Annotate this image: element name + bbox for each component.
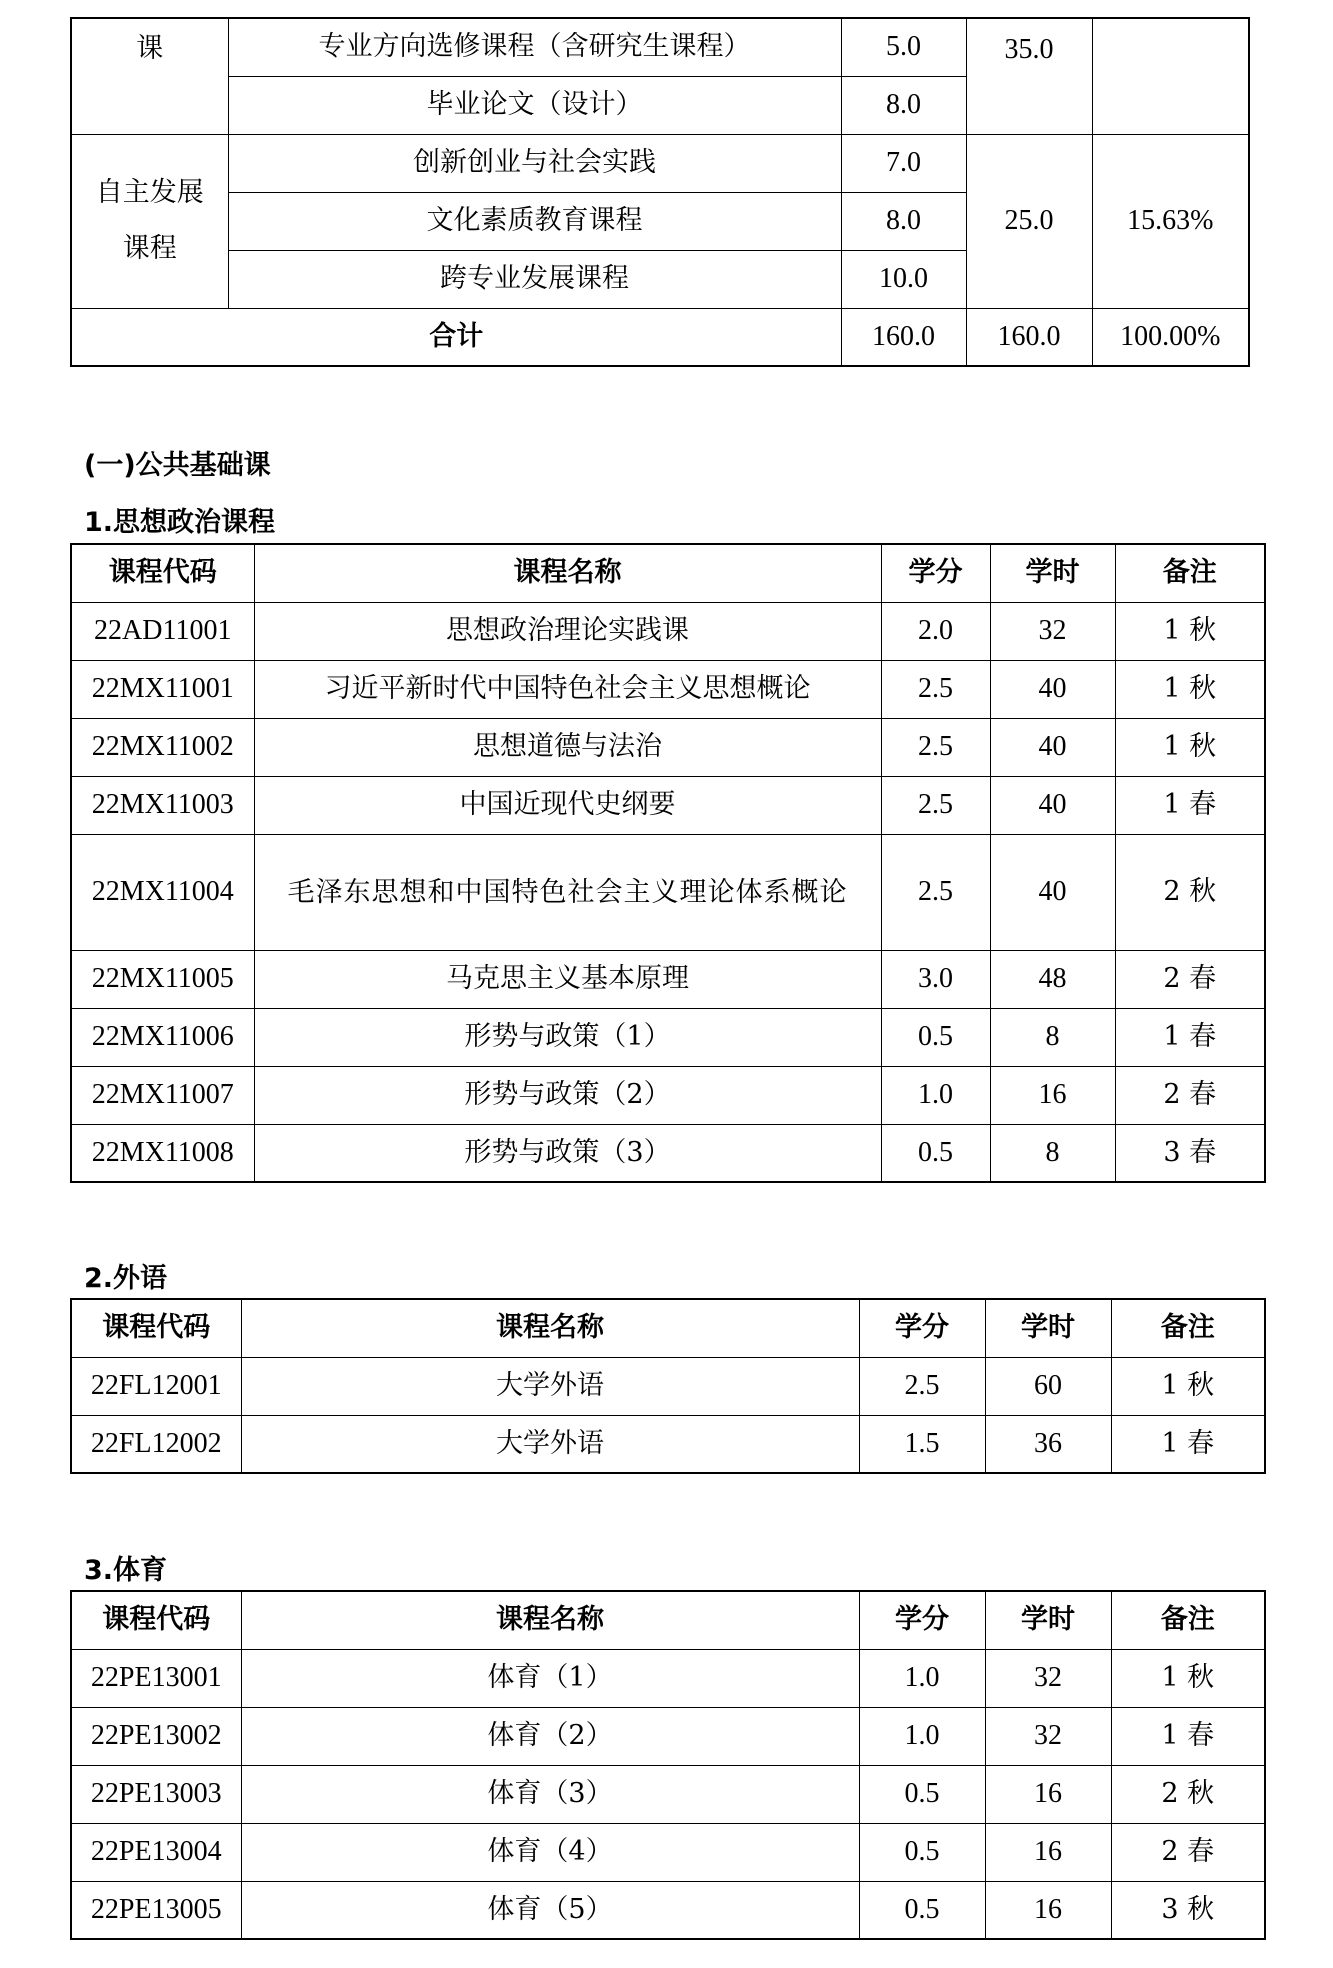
course-credit: 0.5 <box>881 1124 990 1182</box>
summary-row <box>71 18 1249 76</box>
course-hours: 8 <box>990 1008 1115 1066</box>
course-hours: 32 <box>985 1649 1111 1707</box>
credit-summary-table <box>70 17 1250 367</box>
summary-subtotal: 35.0 <box>966 18 1092 134</box>
header-code: 课程代码 <box>71 1591 241 1649</box>
table-row <box>71 1066 1265 1124</box>
course-hours: 40 <box>990 834 1115 950</box>
summary-course-name: 毕业论文（设计） <box>228 76 841 134</box>
course-name: 形势与政策（2） <box>254 1066 881 1124</box>
course-code: 22MX11005 <box>71 950 254 1008</box>
course-name: 大学外语 <box>241 1357 859 1415</box>
header-credit: 学分 <box>859 1299 985 1357</box>
header-credit: 学分 <box>859 1591 985 1649</box>
course-table-politics <box>70 543 1266 1183</box>
summary-total-label: 合计 <box>71 308 841 366</box>
course-hours: 36 <box>985 1415 1111 1473</box>
course-credit: 0.5 <box>859 1881 985 1939</box>
table-row <box>71 1823 1265 1881</box>
table-row <box>71 834 1265 950</box>
table-row <box>71 1008 1265 1066</box>
table-row <box>71 950 1265 1008</box>
course-code: 22AD11001 <box>71 602 254 660</box>
course-name: 体育（4） <box>241 1823 859 1881</box>
summary-category-label: 自主发展课程 <box>95 177 204 264</box>
table-title-politics: 1.思想政治课程 <box>84 507 276 538</box>
course-code: 22PE13001 <box>71 1649 241 1707</box>
course-hours: 32 <box>985 1707 1111 1765</box>
course-note: 3 秋 <box>1111 1881 1265 1939</box>
course-note: 1 秋 <box>1115 660 1265 718</box>
table-row <box>71 1765 1265 1823</box>
course-code: 22MX11001 <box>71 660 254 718</box>
course-credit: 2.5 <box>881 718 990 776</box>
course-name: 体育（2） <box>241 1707 859 1765</box>
course-note: 1 春 <box>1115 776 1265 834</box>
course-code: 22PE13002 <box>71 1707 241 1765</box>
summary-category <box>71 134 228 308</box>
summary-course-name: 文化素质教育课程 <box>228 192 841 250</box>
course-code: 22PE13005 <box>71 1881 241 1939</box>
course-hours: 8 <box>990 1124 1115 1182</box>
header-hours: 学时 <box>985 1299 1111 1357</box>
course-name: 马克思主义基本原理 <box>254 950 881 1008</box>
course-name: 思想道德与法治 <box>254 718 881 776</box>
course-hours: 16 <box>985 1823 1111 1881</box>
course-code: 22FL12001 <box>71 1357 241 1415</box>
summary-credit: 8.0 <box>841 76 966 134</box>
course-note: 2 春 <box>1111 1823 1265 1881</box>
course-credit: 1.0 <box>881 1066 990 1124</box>
course-hours: 40 <box>990 776 1115 834</box>
course-credit: 3.0 <box>881 950 990 1008</box>
course-credit: 1.5 <box>859 1415 985 1473</box>
summary-category: 课 <box>71 18 228 134</box>
course-table-foreign-language <box>70 1298 1266 1474</box>
course-hours: 16 <box>990 1066 1115 1124</box>
course-code: 22MX11006 <box>71 1008 254 1066</box>
course-note: 1 秋 <box>1115 718 1265 776</box>
header-name: 课程名称 <box>241 1591 859 1649</box>
course-note: 1 秋 <box>1115 602 1265 660</box>
course-code: 22MX11004 <box>71 834 254 950</box>
header-name: 课程名称 <box>241 1299 859 1357</box>
section-title: (一)公共基础课 <box>84 450 271 481</box>
course-name: 中国近现代史纲要 <box>254 776 881 834</box>
course-code: 22MX11008 <box>71 1124 254 1182</box>
header-hours: 学时 <box>990 544 1115 602</box>
header-hours: 学时 <box>985 1591 1111 1649</box>
summary-credit: 10.0 <box>841 250 966 308</box>
course-name: 大学外语 <box>241 1415 859 1473</box>
course-credit: 2.5 <box>881 776 990 834</box>
table-row <box>71 1357 1265 1415</box>
table-row <box>71 1649 1265 1707</box>
course-hours: 40 <box>990 718 1115 776</box>
course-name: 体育（3） <box>241 1765 859 1823</box>
table-row <box>71 776 1265 834</box>
course-note: 1 春 <box>1111 1415 1265 1473</box>
course-note: 2 秋 <box>1115 834 1265 950</box>
course-note: 2 秋 <box>1111 1765 1265 1823</box>
course-code: 22MX11003 <box>71 776 254 834</box>
course-code: 22PE13003 <box>71 1765 241 1823</box>
course-credit: 2.5 <box>881 834 990 950</box>
summary-total-subtotal: 160.0 <box>966 308 1092 366</box>
course-note: 1 春 <box>1111 1707 1265 1765</box>
course-note: 1 春 <box>1115 1008 1265 1066</box>
summary-total-row <box>71 308 1249 366</box>
table-title-pe: 3.体育 <box>84 1555 168 1586</box>
summary-subtotal: 25.0 <box>966 134 1092 308</box>
summary-credit: 8.0 <box>841 192 966 250</box>
course-note: 3 春 <box>1115 1124 1265 1182</box>
table-header-row <box>71 544 1265 602</box>
summary-course-name: 跨专业发展课程 <box>228 250 841 308</box>
course-note: 2 春 <box>1115 950 1265 1008</box>
course-code: 22MX11007 <box>71 1066 254 1124</box>
table-row <box>71 718 1265 776</box>
course-code: 22PE13004 <box>71 1823 241 1881</box>
summary-total-credit: 160.0 <box>841 308 966 366</box>
course-name: 体育（5） <box>241 1881 859 1939</box>
course-hours: 60 <box>985 1357 1111 1415</box>
course-hours: 16 <box>985 1881 1111 1939</box>
summary-credit: 7.0 <box>841 134 966 192</box>
summary-row <box>71 134 1249 192</box>
course-credit: 0.5 <box>881 1008 990 1066</box>
course-credit: 2.5 <box>881 660 990 718</box>
course-name: 形势与政策（3） <box>254 1124 881 1182</box>
course-name: 毛泽东思想和中国特色社会主义理论体系概论 <box>254 834 881 950</box>
header-note: 备注 <box>1115 544 1265 602</box>
table-title-foreign-language: 2.外语 <box>84 1263 168 1294</box>
table-header-row <box>71 1299 1265 1357</box>
course-table-pe <box>70 1590 1266 1940</box>
course-note: 1 秋 <box>1111 1357 1265 1415</box>
summary-percent <box>1092 18 1249 134</box>
course-name: 习近平新时代中国特色社会主义思想概论 <box>254 660 881 718</box>
course-hours: 32 <box>990 602 1115 660</box>
header-credit: 学分 <box>881 544 990 602</box>
course-hours: 48 <box>990 950 1115 1008</box>
summary-total-percent: 100.00% <box>1092 308 1249 366</box>
header-note: 备注 <box>1111 1299 1265 1357</box>
summary-course-name: 创新创业与社会实践 <box>228 134 841 192</box>
course-code: 22FL12002 <box>71 1415 241 1473</box>
table-row <box>71 1881 1265 1939</box>
course-name: 体育（1） <box>241 1649 859 1707</box>
course-note: 1 秋 <box>1111 1649 1265 1707</box>
table-row <box>71 1415 1265 1473</box>
course-hours: 16 <box>985 1765 1111 1823</box>
summary-credit: 5.0 <box>841 18 966 76</box>
table-row <box>71 660 1265 718</box>
course-note: 2 春 <box>1115 1066 1265 1124</box>
header-name: 课程名称 <box>254 544 881 602</box>
header-code: 课程代码 <box>71 544 254 602</box>
course-name: 思想政治理论实践课 <box>254 602 881 660</box>
course-credit: 1.0 <box>859 1649 985 1707</box>
summary-course-name: 专业方向选修课程（含研究生课程） <box>228 18 841 76</box>
course-credit: 0.5 <box>859 1823 985 1881</box>
course-hours: 40 <box>990 660 1115 718</box>
summary-percent: 15.63% <box>1092 134 1249 308</box>
header-note: 备注 <box>1111 1591 1265 1649</box>
course-name: 形势与政策（1） <box>254 1008 881 1066</box>
header-code: 课程代码 <box>71 1299 241 1357</box>
course-credit: 0.5 <box>859 1765 985 1823</box>
course-code: 22MX11002 <box>71 718 254 776</box>
table-row <box>71 1124 1265 1182</box>
table-row <box>71 1707 1265 1765</box>
course-credit: 2.5 <box>859 1357 985 1415</box>
table-row <box>71 602 1265 660</box>
table-header-row <box>71 1591 1265 1649</box>
course-credit: 2.0 <box>881 602 990 660</box>
course-credit: 1.0 <box>859 1707 985 1765</box>
